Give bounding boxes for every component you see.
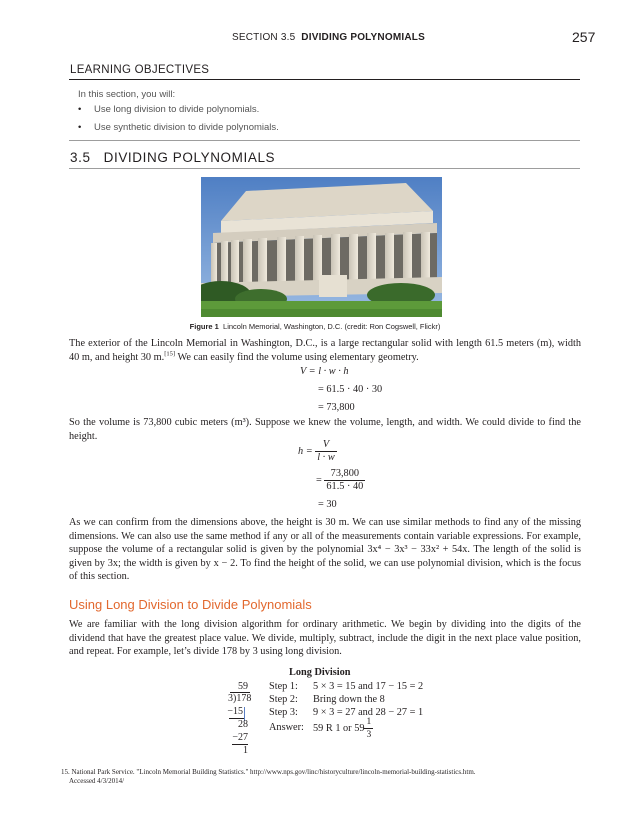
step-label: Step 1: xyxy=(269,681,298,692)
figure-caption xyxy=(0,322,630,331)
answer-text: 59 R 1 or 59 xyxy=(313,723,365,734)
fraction-denominator: l · w xyxy=(317,452,335,463)
height-lhs: h = xyxy=(298,446,313,457)
height-equation-line-2 xyxy=(316,468,365,493)
lincoln-memorial-photo xyxy=(201,177,442,317)
divisor: 3 xyxy=(228,693,233,704)
objectives-rule-top xyxy=(69,79,580,80)
footnote-ref: [15] xyxy=(164,350,176,358)
answer-label: Answer: xyxy=(269,722,304,733)
divisor-dividend: 3)178 xyxy=(228,693,252,704)
bullet-icon: • xyxy=(78,122,82,133)
remainder: 1 xyxy=(243,745,248,756)
volume-equation-line-2: = 61.5 · 40 · 30 xyxy=(318,384,383,395)
paragraph-intro-text-end: We can easily find the volume using elementary geometry. xyxy=(175,351,419,363)
dividend: 178 xyxy=(236,693,252,704)
step-label: Step 3: xyxy=(269,707,298,718)
objectives-intro: In this section, you will: xyxy=(78,89,176,100)
long-division-title: Long Division xyxy=(289,667,351,678)
height-fraction xyxy=(315,439,336,464)
footnote-line: Accessed 4/3/2014/ xyxy=(69,777,125,785)
subtract-row-2: 28 xyxy=(238,719,248,730)
objectives-rule-bottom xyxy=(69,140,580,141)
figure-caption-text: Lincoln Memorial, Washington, D.C. (credit: Ron Cogswell, Flickr) xyxy=(223,322,441,331)
section-label: SECTION 3.5 xyxy=(232,32,296,43)
step-text: 5 × 3 = 15 and 17 − 15 = 2 xyxy=(313,681,424,692)
section-name: DIVIDING POLYNOMIALS xyxy=(301,32,425,43)
objective-text: Use synthetic division to divide polynomials. xyxy=(94,122,279,133)
height-equation-line-3: = 30 xyxy=(318,499,337,510)
subtract-row-1: −15 xyxy=(227,706,243,717)
lincoln-memorial-illustration xyxy=(201,177,442,317)
page-number: 257 xyxy=(572,29,596,45)
running-header xyxy=(0,30,630,46)
step-text: Bring down the 8 xyxy=(313,694,385,705)
height-fraction-values xyxy=(324,468,365,493)
fraction-numerator: V xyxy=(315,439,336,452)
running-section-title xyxy=(232,32,425,43)
figure-label: Figure 1 xyxy=(189,322,219,331)
paragraph-intro xyxy=(69,337,581,364)
answer-fraction xyxy=(364,716,373,741)
subsection-title: Using Long Division to Divide Polynomials xyxy=(69,597,312,612)
fraction-numerator: 73,800 xyxy=(324,468,365,481)
section-title-rule xyxy=(69,168,580,169)
volume-equation-line-3: = 73,800 xyxy=(318,402,355,413)
bullet-icon: • xyxy=(78,104,82,115)
paragraph-long-division: We are familiar with the long division algorithm for ordinary arithmetic. We begin by dividing into the digits of the dividend that have the greatest place value. We divide, multiply, subtract, include the digit in the next place value position, and repeat. For example, let’s divide 178 by 3 using long division. xyxy=(69,619,581,658)
fraction-denominator: 61.5 · 40 xyxy=(326,481,364,492)
volume-equation-line-1: V = l · w · h xyxy=(300,366,349,377)
paragraph-intro-text: The exterior of the Lincoln Memorial in Washington, D.C., is a large rectangular solid with length 61.5 meters (m), width 40 m, and height 30 m. xyxy=(69,338,581,363)
section-title: 3.5 DIVIDING POLYNOMIALS xyxy=(70,150,276,165)
objective-text: Use long division to divide polynomials. xyxy=(94,104,260,115)
answer-expression xyxy=(313,716,373,741)
subtract-row-3: −27 xyxy=(232,732,248,743)
fraction-numerator: 1 xyxy=(366,717,372,727)
objective-item xyxy=(78,122,279,133)
step-text: 9 × 3 = 27 and 28 − 27 = 1 xyxy=(313,707,424,718)
fraction-denominator: 3 xyxy=(366,730,372,740)
step-label: Step 2: xyxy=(269,694,298,705)
footnote xyxy=(61,768,581,786)
quotient: 59 xyxy=(238,681,248,692)
objective-item xyxy=(78,104,259,115)
objectives-title: LEARNING OBJECTIVES xyxy=(70,64,210,76)
footnote-line: 15. National Park Service. "Lincoln Memorial Building Statistics." http://www.nps.gov/linc/historyculture/lincoln-memorial-building-statistics.htm. xyxy=(61,768,476,776)
height-equation-line-1 xyxy=(298,439,337,464)
equals-sign: = xyxy=(316,475,322,486)
paragraph-volume: So the volume is 73,800 cubic meters (m³). Suppose we knew the volume, length, and width. We could divide to find the height. xyxy=(69,417,581,442)
paragraph-dimensions: As we can confirm from the dimensions above, the height is 30 m. We can use similar methods to find any of the missing dimensions. We can also use the same method if any or all of the measurements contain variable expressions. For example, suppose the volume of a rectangular solid is given by the polynomial 3x⁴ − 3x³ − 33x² + 54x. The length of the solid is given by 3x; the width is given by x − 2. To find the height of the solid, we can use polynomial division, which is the focus of this section. xyxy=(69,517,581,583)
